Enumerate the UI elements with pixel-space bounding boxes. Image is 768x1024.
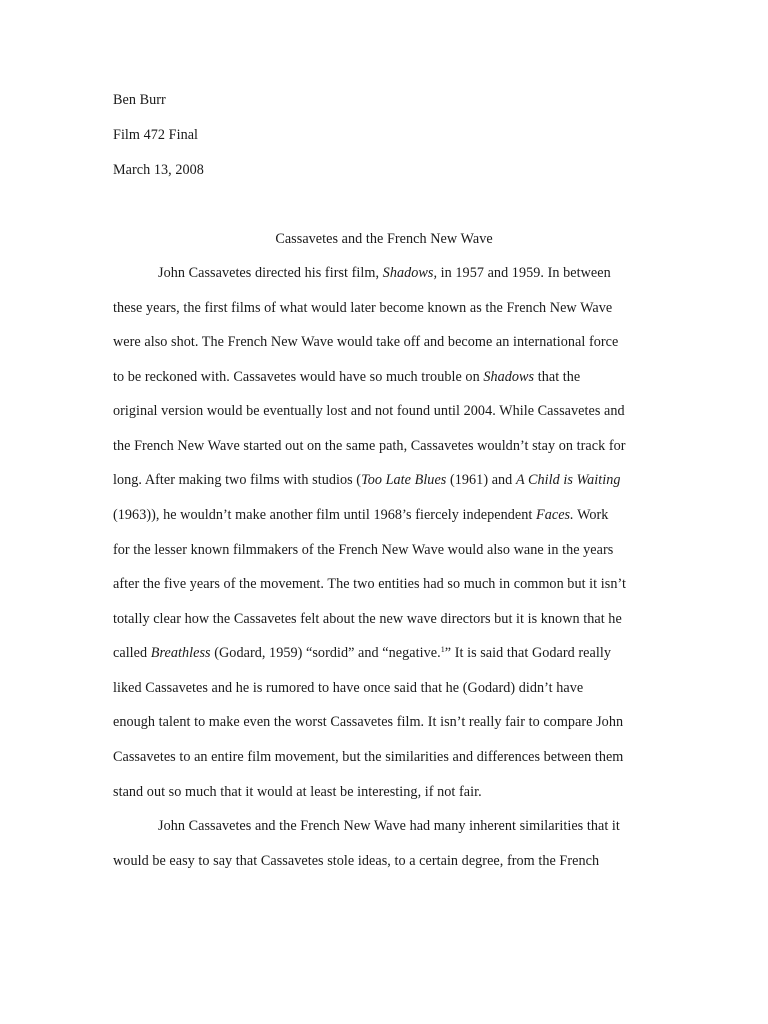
text-span: long. After making two films with studios ( <box>113 472 362 488</box>
course-name: Film 472 Final <box>113 127 199 143</box>
text-span: John Cassavetes directed his first film, <box>158 265 383 281</box>
film-title-shadows: Shadows, <box>382 265 438 281</box>
paragraph-2-line-2: would be easy to say that Cassavetes stole ideas, to a certain degree, from the French <box>113 853 600 869</box>
paragraph-1-line-6: the French New Wave started out on the same path, Cassavetes wouldn’t stay on track for <box>113 438 626 454</box>
paragraph-1-line-15: Cassavetes to an entire film movement, but the similarities and differences between them <box>113 749 624 765</box>
author-name: Ben Burr <box>113 92 166 108</box>
paragraph-1-line-13: liked Cassavetes and he is rumored to have once said that he (Godard) didn’t have <box>113 680 584 696</box>
film-title-faces: Faces. <box>536 507 574 523</box>
text-span: Work <box>573 507 609 523</box>
text-span: (Godard, 1959) “sordid” and “negative. <box>210 645 441 661</box>
paragraph-1-line-9: for the lesser known filmmakers of the French New Wave would also wane in the years <box>113 542 614 558</box>
paragraph-1-line-4 <box>113 368 580 386</box>
film-title-breathless: Breathless <box>150 645 211 661</box>
paragraph-1-line-14: enough talent to make even the worst Cassavetes film. It isn’t really fair to compare John <box>113 714 624 730</box>
text-span: (1961) and <box>446 472 516 488</box>
paragraph-1-line-1 <box>158 264 611 282</box>
text-span: to be reckoned with. Cassavetes would have so much trouble on <box>113 369 484 385</box>
text-span: called <box>113 645 151 661</box>
paragraph-1-line-8 <box>113 506 608 524</box>
film-title-too-late-blues: Too Late Blues <box>361 472 447 488</box>
essay-title: Cassavetes and the French New Wave <box>275 231 493 247</box>
text-span: in 1957 and 1959. In between <box>437 265 611 281</box>
paragraph-1-line-7 <box>113 471 621 489</box>
paragraph-1-line-2: these years, the first films of what would later become known as the French New Wave <box>113 300 613 316</box>
footnote-marker: 1 <box>440 645 445 654</box>
paragraph-1-line-12 <box>113 644 611 662</box>
paragraph-1-line-3: were also shot. The French New Wave would take off and become an international force <box>113 334 619 350</box>
paragraph-1-line-5: original version would be eventually lost and not found until 2004. While Cassavetes and <box>113 403 625 419</box>
paragraph-1-line-10: after the five years of the movement. The two entities had so much in common but it isn’t <box>113 576 626 592</box>
paragraph-1-line-11: totally clear how the Cassavetes felt about the new wave directors but it is known that he <box>113 611 622 627</box>
film-title-a-child-is-waiting: A Child is Waiting <box>515 472 621 488</box>
paragraph-1-line-16: stand out so much that it would at least be interesting, if not fair. <box>113 784 482 800</box>
essay-date: March 13, 2008 <box>113 162 204 178</box>
film-title-shadows: Shadows <box>483 369 535 385</box>
paragraph-2-line-1: John Cassavetes and the French New Wave had many inherent similarities that it <box>158 818 620 834</box>
text-span: (1963)), he wouldn’t make another film until 1968’s fiercely independent <box>113 507 536 523</box>
text-span: ” It is said that Godard really <box>444 645 611 661</box>
text-span: that the <box>534 369 581 385</box>
